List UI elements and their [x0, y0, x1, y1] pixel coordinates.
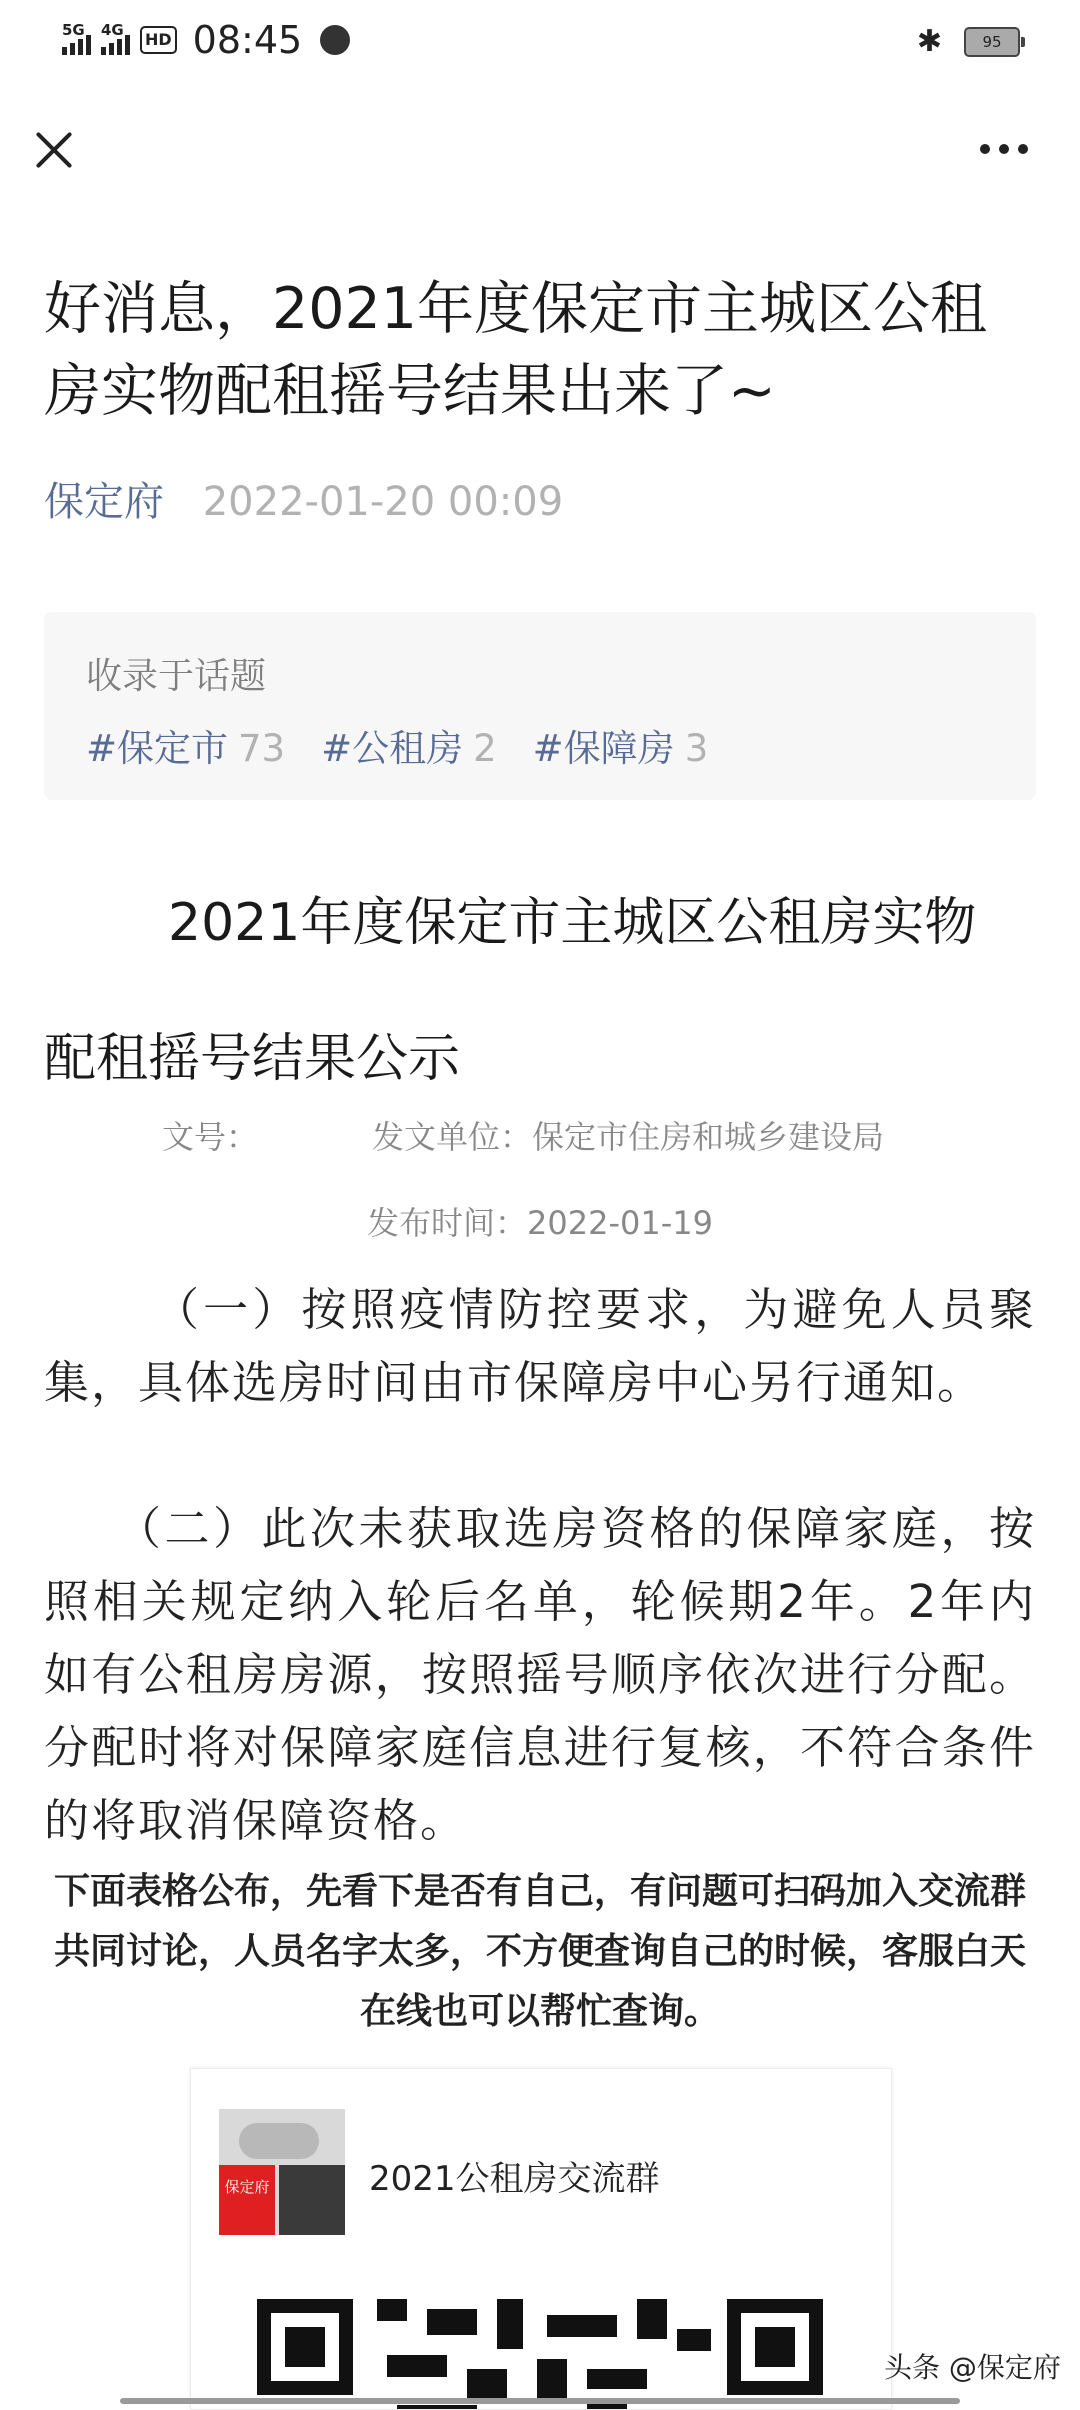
clock: 08:45	[192, 18, 303, 62]
doc-number: 文号：	[162, 1118, 259, 1156]
signal-5g-icon: 5G	[62, 25, 91, 55]
article-meta	[44, 470, 563, 527]
topic-tag-public-rental[interactable]: #公租房 2	[321, 727, 497, 770]
status-bar	[0, 0, 1080, 80]
publish-time: 发布时间：2022-01-19	[367, 1204, 713, 1242]
paragraph-2: （二）此次未获取选房资格的保障家庭，按照相关规定纳入轮后名单，轮候期2年。2年内如有公租房房源，按照摇号顺序依次进行分配。分配时将对保障家庭信息进行复核，不符合条件的将取消保障资格。	[44, 1502, 1036, 1847]
article-title: 好消息，2021年度保定市主城区公租房实物配租摇号结果出来了~	[44, 276, 988, 424]
more-options-icon[interactable]	[980, 144, 1028, 154]
topic-tag-affordable-housing[interactable]: #保障房 3	[532, 727, 709, 770]
bluetooth-icon: ✱	[916, 24, 942, 59]
topic-tag-baoding[interactable]: #保定市 73	[86, 727, 286, 770]
signal-4g-icon: 4G	[101, 25, 130, 55]
top-nav-bar	[0, 100, 1080, 200]
group-avatar: 保定府	[219, 2109, 345, 2235]
author-link[interactable]: 保定府	[44, 479, 164, 525]
source-watermark: 头条 @保定府	[884, 2351, 1061, 2384]
body-heading-line2: 配租摇号结果公示	[44, 1029, 461, 1089]
hd-voice-icon: HD	[140, 26, 177, 54]
qr-code-image[interactable]	[257, 2299, 827, 2410]
close-icon[interactable]	[34, 130, 74, 170]
notice-text: 下面表格公布，先看下是否有自己，有问题可扫码加入交流群共同讨论，人员名字太多，不方便查询自己的时候，客服白天在线也可以帮忙查询。	[53, 1871, 1026, 2032]
topic-header: 收录于话题	[86, 656, 267, 697]
group-name: 2021公租房交流群	[369, 2159, 660, 2199]
home-indicator[interactable]	[120, 2398, 960, 2404]
publish-date: 2022-01-20 00:09	[202, 479, 564, 525]
battery-icon: 95	[964, 27, 1020, 57]
qr-code-card[interactable]	[190, 2068, 892, 2410]
body-heading-line1: 2021年度保定市主城区公租房实物	[168, 893, 977, 953]
notification-icon	[320, 25, 350, 55]
paragraph-1: （一）按照疫情防控要求，为避免人员聚集，具体选房时间由市保障房中心另行通知。	[44, 1283, 1036, 1409]
issuer: 发文单位：保定市住房和城乡建设局	[372, 1118, 885, 1156]
topic-collection	[44, 612, 1036, 800]
